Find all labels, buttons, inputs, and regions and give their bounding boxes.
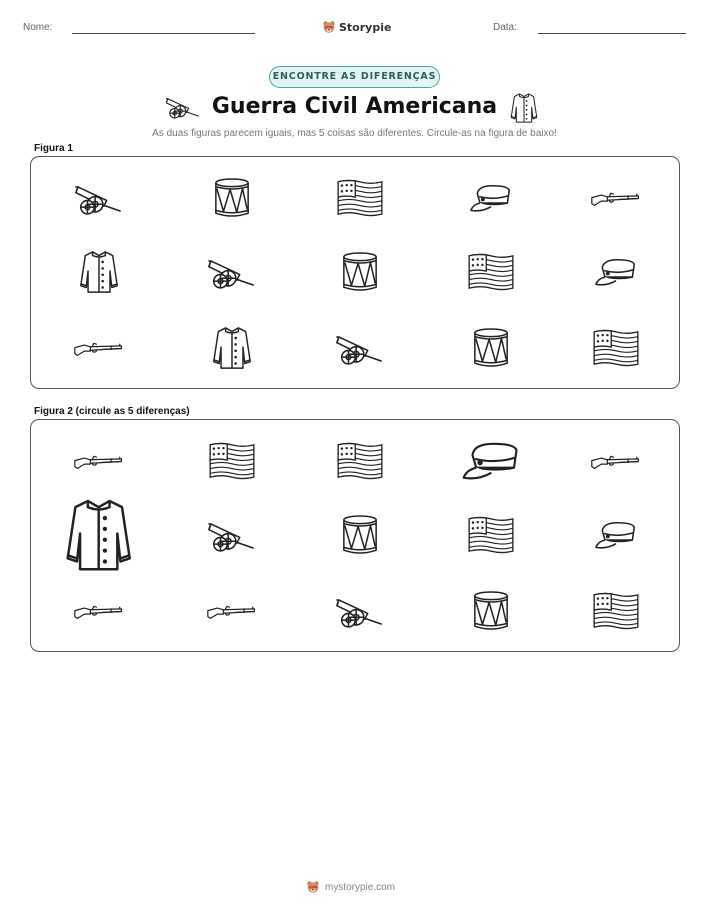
drum-icon — [213, 177, 251, 219]
header-row — [0, 20, 709, 40]
uniform-coat-icon — [78, 249, 120, 295]
brand-logo — [322, 20, 391, 34]
footer-site: mystorypie.com — [325, 881, 396, 893]
musket-icon — [590, 189, 642, 208]
uniform-coat-icon — [508, 92, 540, 124]
storypie-bear-icon — [322, 20, 336, 34]
drum-icon[interactable] — [472, 590, 510, 632]
figure2-label: Figura 2 (circule as 5 diferenças) — [34, 406, 190, 417]
storypie-bear-icon — [306, 880, 320, 894]
title-row — [0, 92, 709, 124]
flag-icon[interactable] — [592, 592, 640, 630]
drum-icon[interactable] — [341, 514, 379, 556]
name-field[interactable] — [72, 33, 255, 34]
musket-icon — [73, 339, 125, 358]
musket-icon[interactable] — [73, 452, 125, 471]
flag-icon[interactable] — [336, 442, 384, 480]
drum-icon — [472, 327, 510, 369]
cannon-icon[interactable] — [335, 594, 385, 629]
kepi-cap-icon — [469, 183, 513, 214]
kepi-cap-icon — [594, 257, 638, 288]
drum-icon — [341, 251, 379, 293]
date-label: Data: — [493, 22, 517, 33]
figure1-label: Figura 1 — [34, 143, 73, 154]
figure2-panel[interactable] — [30, 419, 680, 652]
musket-icon[interactable] — [590, 452, 642, 471]
flag-icon — [336, 179, 384, 217]
musket-icon[interactable] — [73, 602, 125, 621]
flag-icon[interactable] — [467, 516, 515, 554]
uniform-coat-icon[interactable] — [63, 496, 134, 574]
footer — [306, 880, 395, 894]
cannon-icon — [335, 331, 385, 366]
flag-icon — [592, 329, 640, 367]
cannon-icon — [207, 255, 257, 290]
kepi-cap-icon[interactable] — [461, 440, 522, 483]
cannon-icon[interactable] — [207, 518, 257, 553]
instructions: As duas figuras parecem iguais, mas 5 coisas são diferentes. Circule-as na figura de baixo! — [152, 128, 557, 139]
musket-icon[interactable] — [206, 602, 258, 621]
name-label: Nome: — [23, 22, 53, 33]
date-field[interactable] — [538, 33, 686, 34]
page-title: Guerra Civil Americana — [211, 94, 498, 119]
brand-name: Storypie — [339, 20, 392, 34]
flag-icon — [467, 253, 515, 291]
figure1-panel — [30, 156, 680, 389]
cannon-icon — [74, 181, 124, 216]
kepi-cap-icon[interactable] — [594, 520, 638, 551]
activity-tag: ENCONTRE AS DIFERENÇAS — [269, 66, 440, 88]
flag-icon[interactable] — [208, 442, 256, 480]
uniform-coat-icon — [211, 325, 253, 371]
